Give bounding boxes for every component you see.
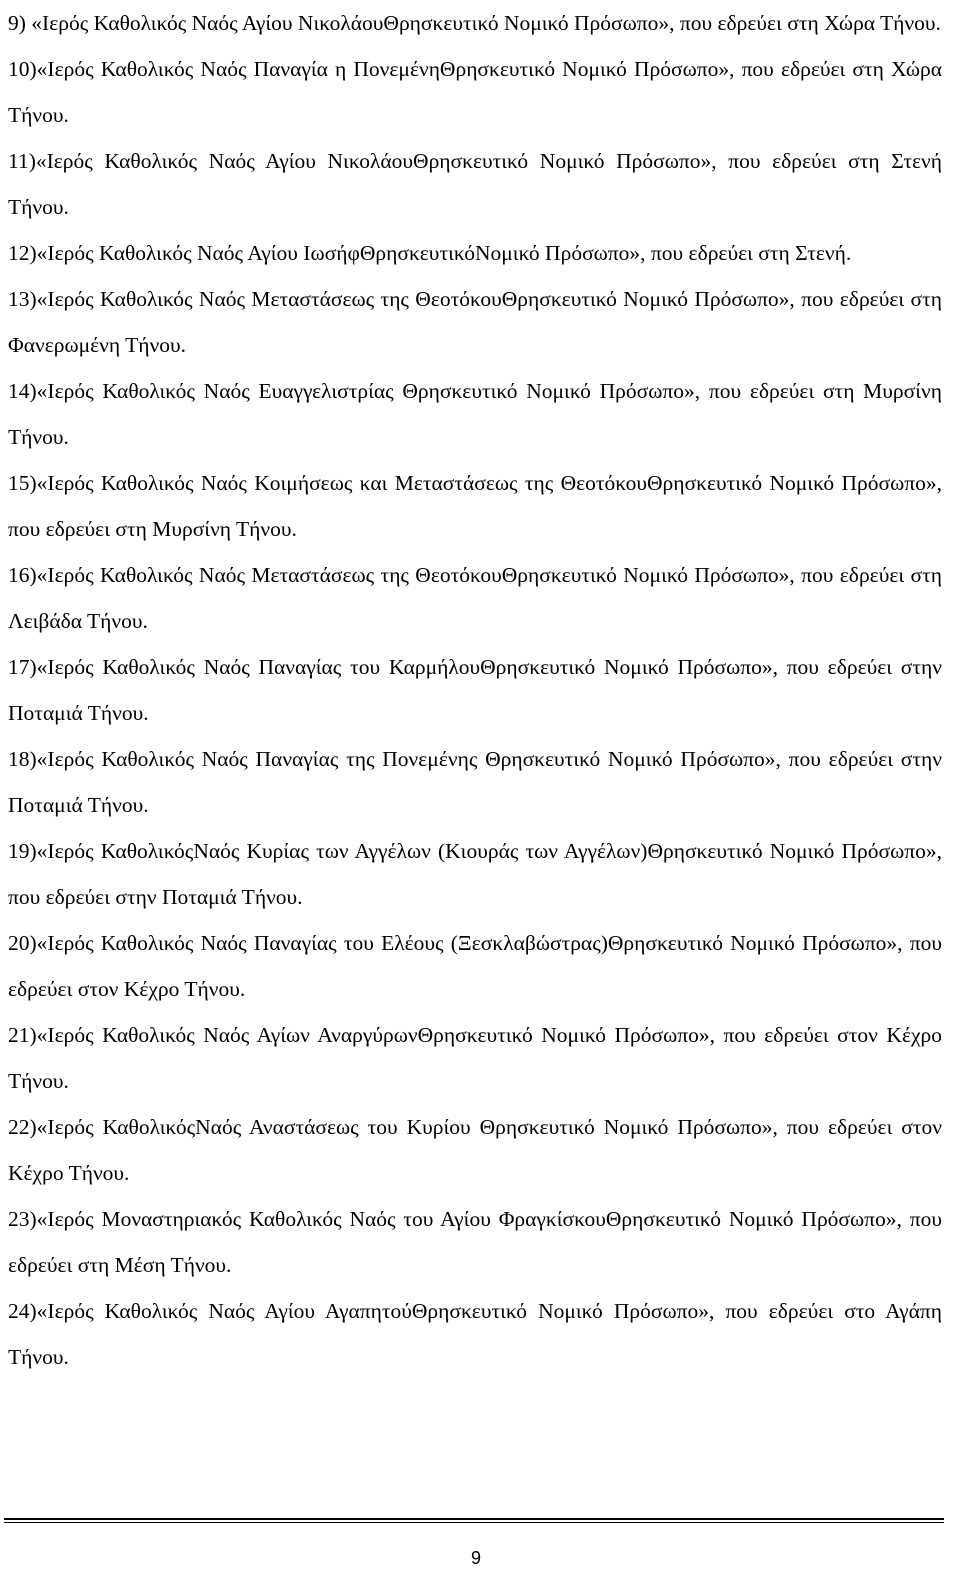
list-item: 12)«Ιερός Καθολικός Ναός Αγίου ΙωσήφΘρησκευτικόΝομικό Πρόσωπο», που εδρεύει στη Στενή.	[8, 241, 852, 265]
list-item: 9) «Ιερός Καθολικός Ναός Αγίου ΝικολάουΘρησκευτικό Νομικό Πρόσωπο», που εδρεύει στη Χώρα Τήνου.	[8, 11, 941, 35]
list-item: 23)«Ιερός Μοναστηριακός Καθολικός Ναός του Αγίου ΦραγκίσκουΘρησκευτικό Νομικό Πρόσωπο», που εδρεύει στη Μέση Τήνου.	[8, 1207, 942, 1277]
list-item: 10)«Ιερός Καθολικός Ναός Παναγία η ΠονεμένηΘρησκευτικό Νομικό Πρόσωπο», που εδρεύει στη Χώρα Τήνου.	[8, 57, 942, 127]
list-item: 20)«Ιερός Καθολικός Ναός Παναγίας του Ελέους (Ξεσκλαβώστρας)Θρησκευτικό Νομικό Πρόσωπο», που εδρεύει στον Κέχρο Τήνου.	[8, 931, 942, 1001]
list-item: 18)«Ιερός Καθολικός Ναός Παναγίας της Πονεμένης Θρησκευτικό Νομικό Πρόσωπο», που εδρεύει στην Ποταμιά Τήνου.	[8, 747, 942, 817]
page-number: 9	[470, 1548, 481, 1568]
list-item: 11)«Ιερός Καθολικός Ναός Αγίου ΝικολάουΘρησκευτικό Νομικό Πρόσωπο», που εδρεύει στη Στενή Τήνου.	[8, 149, 942, 219]
list-item: 14)«Ιερός Καθολικός Ναός Ευαγγελιστρίας Θρησκευτικό Νομικό Πρόσωπο», που εδρεύει στη Μυρσίνη Τήνου.	[8, 379, 942, 449]
document-body	[8, 0, 942, 1380]
list-item: 13)«Ιερός Καθολικός Ναός Μεταστάσεως της ΘεοτόκουΘρησκευτικό Νομικό Πρόσωπο», που εδρεύει στη Φανερωμένη Τήνου.	[8, 287, 942, 357]
footer-divider-secondary	[4, 1522, 944, 1523]
list-item: 22)«Ιερός ΚαθολικόςΝαός Αναστάσεως του Κυρίου Θρησκευτικό Νομικό Πρόσωπο», που εδρεύει στον Κέχρο Τήνου.	[8, 1115, 942, 1185]
list-item: 16)«Ιερός Καθολικός Ναός Μεταστάσεως της ΘεοτόκουΘρησκευτικό Νομικό Πρόσωπο», που εδρεύει στη Λειβάδα Τήνου.	[8, 563, 942, 633]
list-item: 15)«Ιερός Καθολικός Ναός Κοιμήσεως και Μεταστάσεως της ΘεοτόκουΘρησκευτικό Νομικό Πρόσωπο», που εδρεύει στη Μυρσίνη Τήνου.	[8, 471, 942, 541]
list-item: 19)«Ιερός ΚαθολικόςΝαός Κυρίας των Αγγέλων (Κιουράς των Αγγέλων)Θρησκευτικό Νομικό Πρόσωπο», που εδρεύει στην Ποταμιά Τήνου.	[8, 839, 942, 909]
footer-divider	[4, 1518, 944, 1520]
list-item: 21)«Ιερός Καθολικός Ναός Αγίων ΑναργύρωνΘρησκευτικό Νομικό Πρόσωπο», που εδρεύει στον Κέχρο Τήνου.	[8, 1023, 942, 1093]
list-item: 24)«Ιερός Καθολικός Ναός Αγίου ΑγαπητούΘρησκευτικό Νομικό Πρόσωπο», που εδρεύει στο Αγάπη Τήνου.	[8, 1299, 942, 1369]
list-item: 17)«Ιερός Καθολικός Ναός Παναγίας του ΚαρμήλουΘρησκευτικό Νομικό Πρόσωπο», που εδρεύει στην Ποταμιά Τήνου.	[8, 655, 942, 725]
